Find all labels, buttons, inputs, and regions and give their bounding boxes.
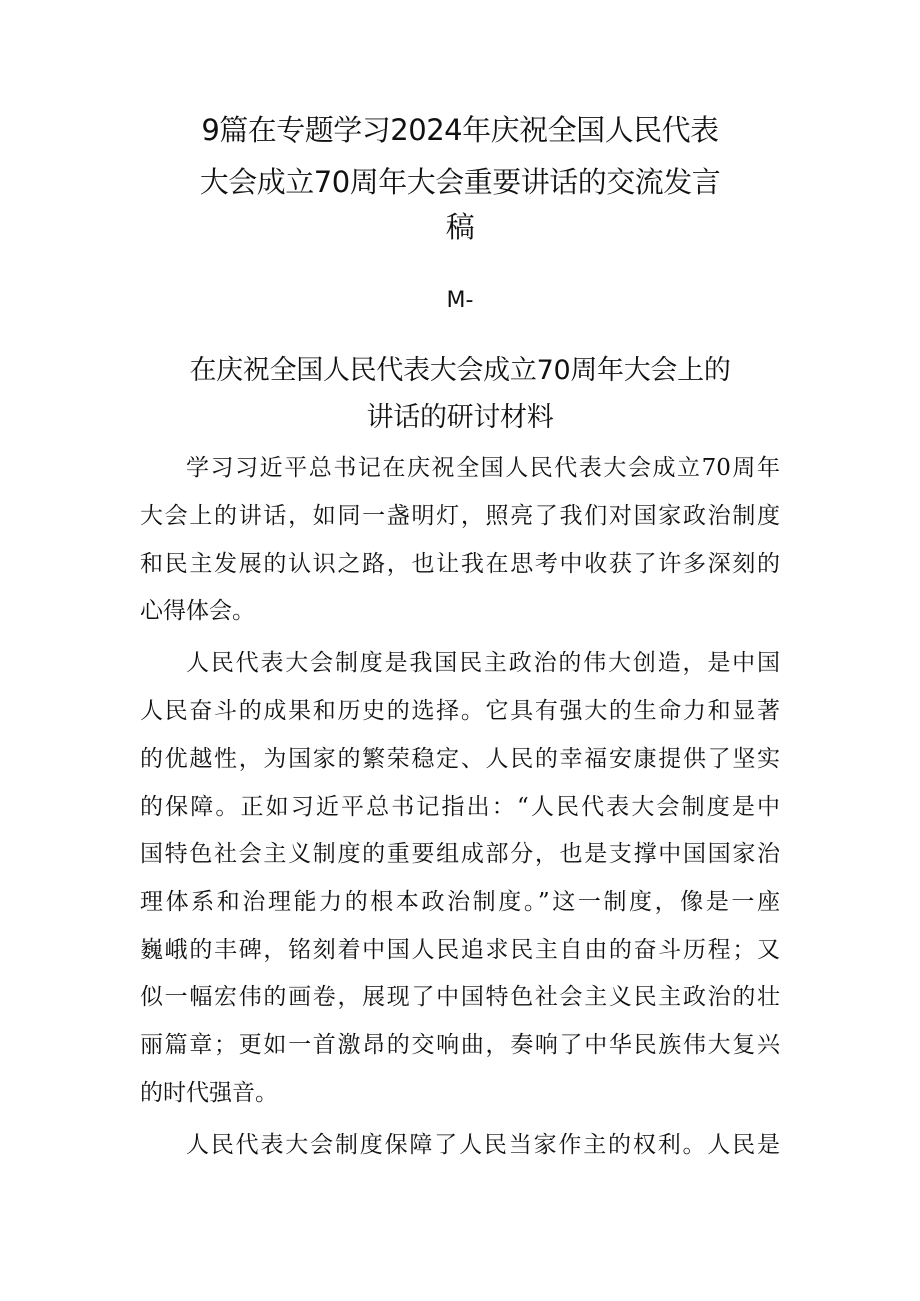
body-line: 人民代表大会制度保障了人民当家作主的权利。人民是 — [186, 1132, 780, 1158]
section-marker: M- — [446, 288, 474, 313]
subtitle-line-1: 在庆祝全国人民代表大会成立70周年大会上的 — [189, 355, 731, 386]
body-line: 的时代强音。 — [140, 1080, 278, 1106]
body-line: 巍峨的丰碑，铭刻着中国人民追求民主自由的奋斗历程；又 — [140, 937, 780, 963]
body-line: 理体系和治理能力的根本政治制度。”这一制度，像是一座 — [140, 889, 780, 915]
body-line: 大会上的讲话，如同一盏明灯，照亮了我们对国家政治制度 — [140, 503, 780, 529]
subtitle-line-2: 讲话的研讨材料 — [366, 402, 554, 433]
body-line: 人民奋斗的成果和历史的选择。它具有强大的生命力和显著 — [140, 698, 780, 724]
body-line: 国特色社会主义制度的重要组成部分，也是支撑中国国家治 — [140, 841, 780, 867]
document-title-line-1: 9篇在专题学习2024年庆祝全国人民代表 — [201, 113, 719, 147]
body-line: 丽篇章；更如一首激昂的交响曲，奏响了中华民族伟大复兴 — [140, 1032, 780, 1058]
body-line: 人民代表大会制度是我国民主政治的伟大创造，是中国 — [186, 650, 780, 676]
body-line: 的保障。正如习近平总书记指出：“人民代表大会制度是中 — [140, 794, 780, 820]
body-line: 的优越性，为国家的繁荣稳定、人民的幸福安康提供了坚实 — [140, 746, 780, 772]
body-line: 心得体会。 — [140, 598, 255, 624]
body-line: 和民主发展的认识之路，也让我在思考中收获了许多深刻的 — [140, 551, 780, 577]
document-title-line-3: 稿 — [445, 210, 475, 244]
body-line: 似一幅宏伟的画卷，展现了中国特色社会主义民主政治的壮 — [140, 984, 780, 1010]
document-title-line-2: 大会成立70周年大会重要讲话的交流发言 — [199, 165, 721, 199]
body-line: 学习习近平总书记在庆祝全国人民代表大会成立70周年 — [186, 455, 780, 481]
